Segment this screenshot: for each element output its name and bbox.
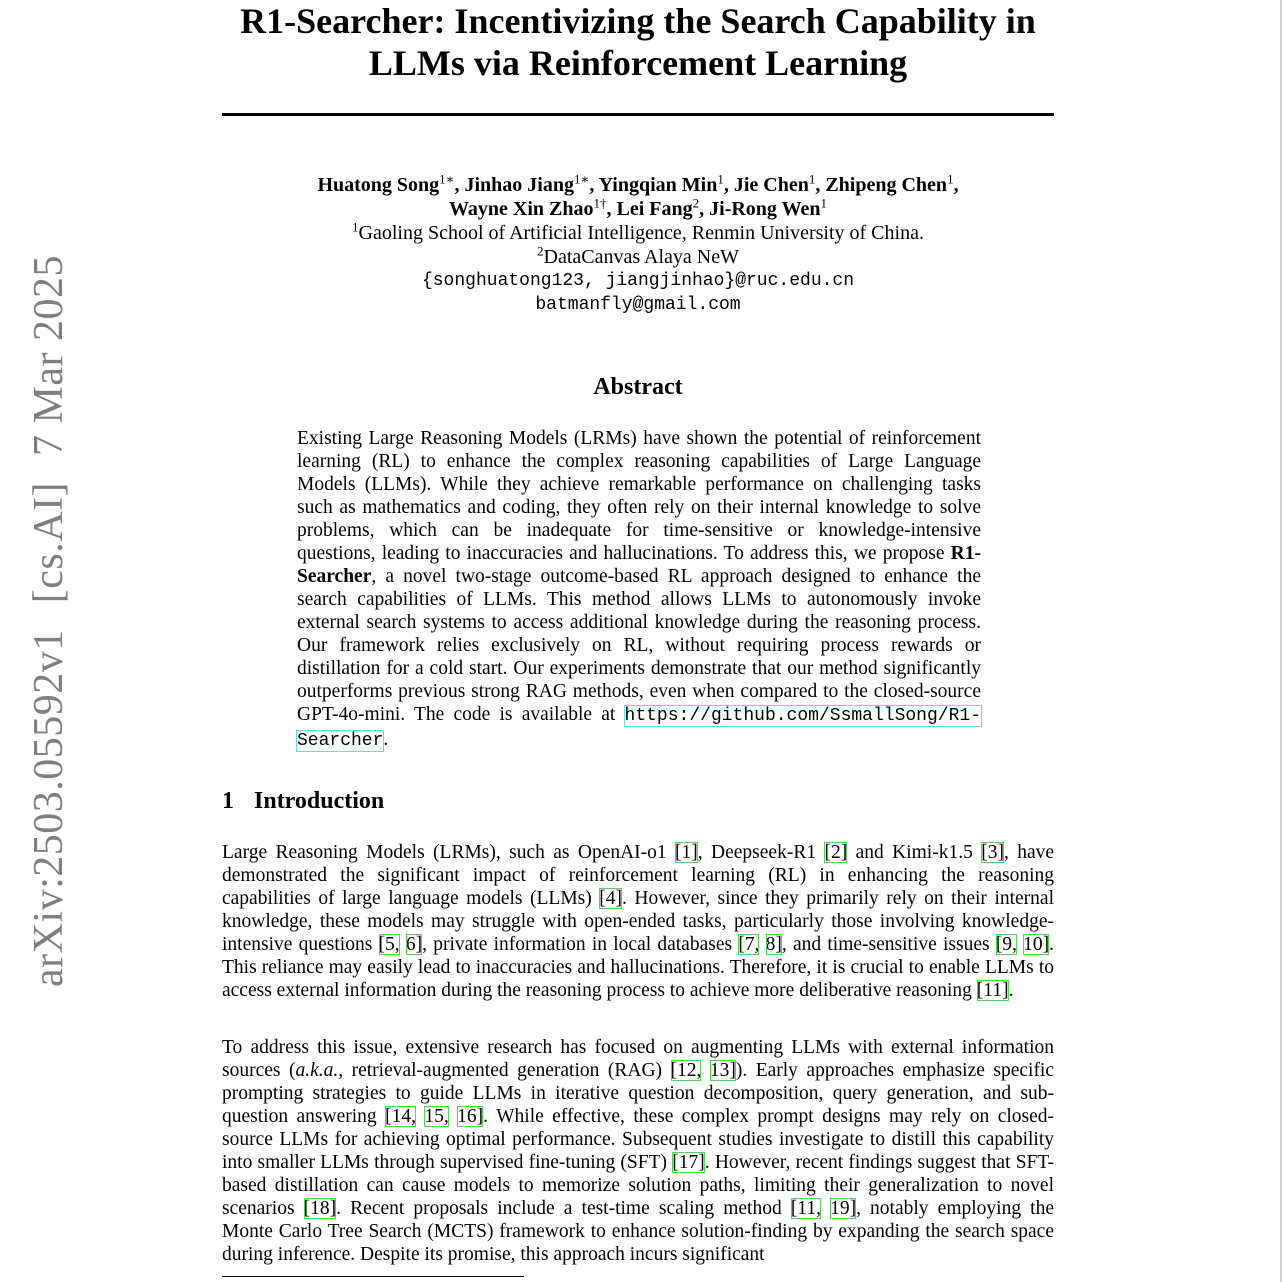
italic-abbreviation: a.k.a.,: [295, 1060, 344, 1081]
abstract-text: , a novel two-stage outcome-based RL approach designed to enhance the search capabilities of LLMs. This method allows LLMs to autonomously invoke external search systems to access additional knowledge during the reasoning process. Our framework relies exclusively on RL, without requiring process rewards or distillation for a cold start. Our experiments demonstrate that our method significantly outperforms previous strong RAG methods, even when compared to the closed-source GPT-4o-mini. The code is available at: [297, 566, 981, 725]
citation-link[interactable]: 8]: [765, 934, 782, 955]
body-text: , private information in local databases: [422, 934, 739, 955]
affiliation-text: Gaoling School of Artificial Intelligence, Renmin University of China.: [358, 222, 924, 244]
abstract-end: .: [383, 729, 389, 750]
citation-link[interactable]: [11]: [976, 980, 1009, 1001]
citation-link[interactable]: [2]: [824, 842, 848, 863]
citation-link[interactable]: [4]: [599, 888, 623, 909]
affiliation-text: DataCanvas Alaya NeW: [543, 246, 739, 268]
body-text: . However, recent findings suggest that SFT-based distillation can cause models to memorize solution paths, limiting their generalization to novel scenarios: [222, 1152, 1055, 1219]
footnote-rule: [222, 1276, 524, 1277]
abstract-method-name: R1-Searcher: [297, 543, 981, 587]
body-text: , have demonstrated the significant impact of reinforcement learning (RL) in enhancing the reasoning capabilities of large language models (LLMs): [222, 842, 1055, 909]
body-text: . Recent proposals include a test-time scaling method: [336, 1198, 791, 1219]
affiliation-2: [222, 245, 1054, 269]
arxiv-side-stamp: [25, 229, 73, 987]
author-name: Jinhao Jiang: [464, 174, 574, 196]
body-text: Large Reasoning Models (LRMs), such as OpenAI-o1: [222, 842, 676, 863]
author-name: Ji-Rong Wen: [709, 198, 821, 220]
citation-link[interactable]: 10]: [1023, 934, 1050, 955]
author-name: Lei Fang: [616, 198, 693, 220]
body-text: , notably employing the Monte Carlo Tree Search (MCTS) framework to enhance solution-finding by expanding the search space during inference. Despite its promise, this approach incurs significant: [222, 1198, 1054, 1265]
affiliation-mark: 2: [537, 243, 544, 259]
citation-link[interactable]: 6]: [405, 934, 423, 955]
citation-link[interactable]: [11,: [790, 1198, 821, 1219]
body-text: , Deepseek-R1: [697, 842, 825, 863]
citation-link[interactable]: [18]: [303, 1198, 337, 1219]
author-name: Zhipeng Chen: [825, 174, 948, 196]
email-1: {songhuatong123, jiangjinhao}@ruc.edu.cn: [421, 271, 855, 291]
citation-link[interactable]: [1]: [675, 842, 698, 863]
intro-paragraph-2: [222, 1036, 1054, 1266]
section-title: Introduction: [254, 788, 385, 814]
body-text: retrieval-augmented generation (RAG): [343, 1060, 671, 1081]
citation-link[interactable]: 13]: [709, 1060, 736, 1081]
authors-line-2: Wayne Xin Zhao$^{1\dagger}$, Lei Fang$^2$, Ji-Rong Wen$^1$: [449, 195, 827, 220]
citation-link[interactable]: 19]: [830, 1198, 857, 1219]
abstract-text: Existing Large Reasoning Models (LRMs) have shown the potential of reinforcement learning (RL) to enhance the complex reasoning capabilities of Large Language Models (LLMs). While they achieve remarkable performance on challenging tasks such as mathematics and coding, they often rely on their internal knowledge to solve problems, which can be inadequate for time-sensitive or knowledge-intensive questions, leading to inaccuracies and hallucinations. To address this, we propose: [297, 428, 981, 564]
author-affil-mark: 1: [717, 171, 724, 187]
authors-line-1: Huatong Song$^{1∗}$, Jinhao Jiang$^{1∗}$, Yingqian Min$^1$, Jie Chen$^1$, Zhipeng Chen$^1$,: [317, 171, 959, 196]
author-affil-mark: 1: [947, 171, 954, 187]
citation-link[interactable]: [5,: [378, 934, 400, 955]
section-number: 1: [222, 788, 234, 814]
citation-link[interactable]: [9,: [995, 934, 1017, 955]
title-line-1: R1-Searcher: Incentivizing the Search Capability in: [240, 1, 1036, 41]
author-name: Wayne Xin Zhao: [449, 198, 594, 220]
body-text: and Kimi-k1.5: [847, 842, 982, 863]
title-line-2: LLMs via Reinforcement Learning: [368, 43, 908, 83]
arxiv-date: 7 Mar 2025: [26, 254, 72, 456]
body-text: . This reliance may easily lead to inaccuracies and hallucinations. Therefore, it is crucial to enable LLMs to access external information during the reasoning process to achieve more deliberative reasoning: [222, 934, 1055, 1001]
author-affil-mark: 1†: [593, 195, 607, 211]
abstract-heading: Abstract: [593, 374, 683, 400]
body-text: ). Early approaches emphasize specific prompting strategies to guide LLMs in iterative question decomposition, query generation, and sub-question answering: [222, 1060, 1055, 1127]
email-2: batmanfly@gmail.com: [535, 295, 741, 315]
citation-link[interactable]: [14,: [385, 1106, 416, 1127]
paper-title: [222, 0, 1054, 84]
author-name: Huatong Song: [317, 174, 440, 196]
body-text: .: [1008, 980, 1014, 1001]
body-text: . However, since they primarily rely on their internal knowledge, these models may struggle with open-ended tasks, particularly those involving knowledge-intensive questions: [222, 888, 1055, 955]
author-affil-mark: 1∗: [573, 171, 590, 187]
author-affil-mark: 1∗: [439, 171, 455, 187]
affiliation-mark: 1: [352, 219, 359, 235]
citation-link[interactable]: [17]: [672, 1152, 705, 1173]
citation-link[interactable]: [7,: [738, 934, 760, 955]
author-name: Jie Chen: [733, 174, 809, 196]
citation-link[interactable]: [12,: [670, 1060, 702, 1081]
citation-link[interactable]: [3]: [981, 842, 1004, 863]
abstract-body: [297, 427, 981, 753]
title-rule: [222, 113, 1054, 116]
arxiv-category: [cs.AI]: [26, 481, 72, 604]
citation-link[interactable]: 15,: [424, 1106, 449, 1127]
author-list: [222, 173, 1054, 221]
intro-paragraph-1: [222, 841, 1054, 1002]
citation-link[interactable]: 16]: [457, 1106, 484, 1127]
arxiv-id: arXiv:2503.05592v1: [26, 629, 72, 988]
code-url-link[interactable]: https://github.com/SsmallSong/R1-Searcher: [297, 706, 981, 751]
body-text: To address this issue, extensive research has focused on augmenting LLMs with external information sources (: [222, 1037, 1054, 1081]
author-affil-mark: 1: [808, 171, 816, 187]
body-text: , and time-sensitive issues: [781, 934, 996, 955]
body-text: . While effective, these complex prompt designs may rely on closed-source LLMs for achieving optimal performance. Subsequent studies investigate to distill this capability into smaller LLMs through supervised fine-tuning (SFT): [222, 1106, 1055, 1173]
section-heading: [222, 788, 384, 815]
author-name: Yingqian Min: [598, 174, 718, 196]
author-affil-mark: 1: [820, 195, 827, 211]
author-affil-mark: 2: [692, 195, 700, 211]
affiliation-1: [222, 221, 1054, 245]
